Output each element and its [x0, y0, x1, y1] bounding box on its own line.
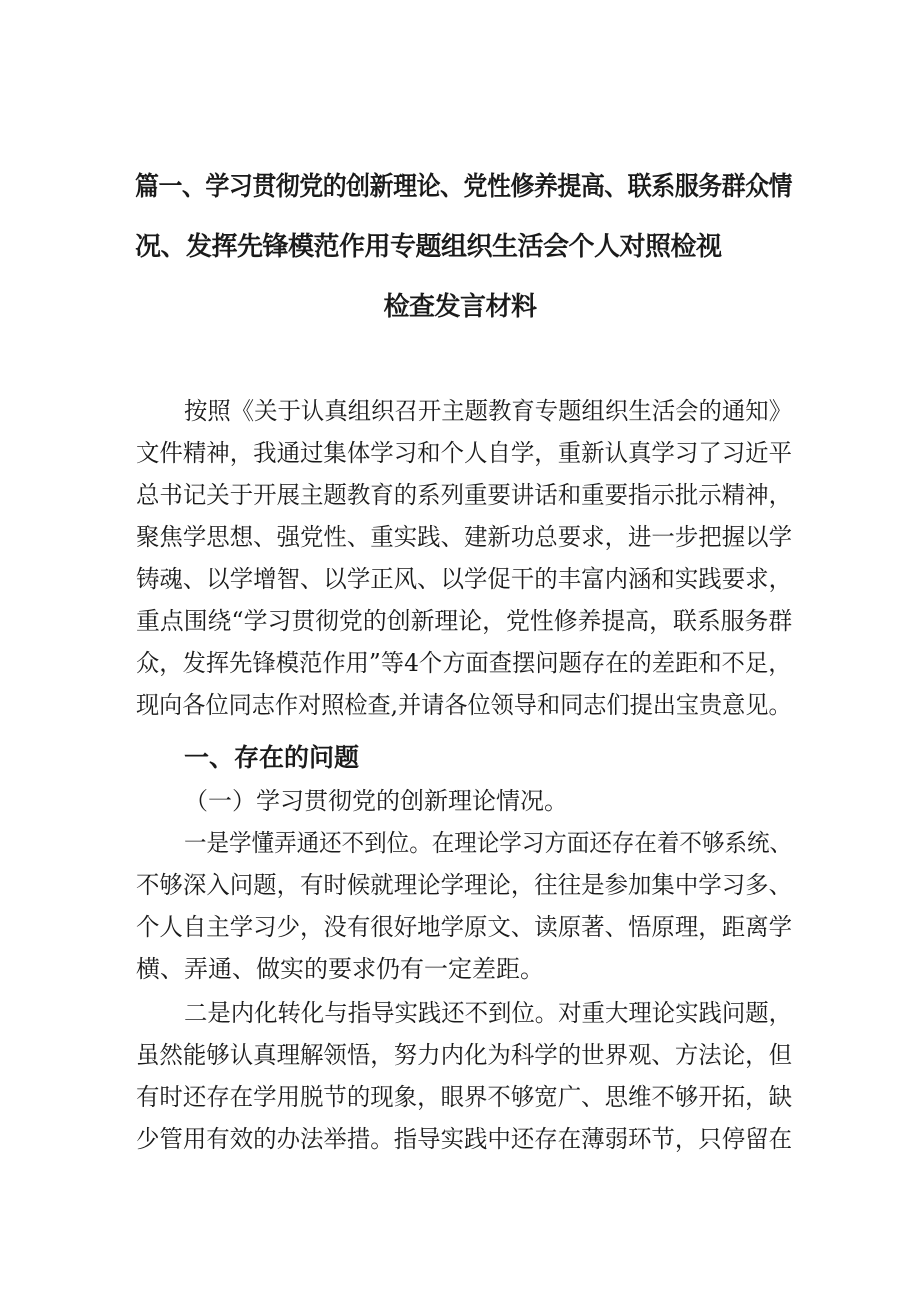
intro-line-6: 重点围绕“学习贯彻党的创新理论，党性修养提高，联系服务群: [136, 607, 793, 635]
para1-line-3: 个人自主学习少，没有很好地学原文、读原著、悟原理，距离学: [136, 913, 793, 941]
para1-line-4: 横、弄通、做实的要求仍有一定差距。: [136, 955, 544, 983]
para2-line-3: 有时还存在学用脱节的现象，眼界不够宽广、思维不够开拓，缺: [136, 1083, 793, 1111]
section-heading: 一、存在的问题: [184, 743, 360, 772]
para2-line-1: 二是内化转化与指导实践还不到位。对重大理论实践问题，: [184, 999, 793, 1027]
title-line-1: 篇一、学习贯彻党的创新理论、党性修养提高、联系服务群众情: [135, 172, 793, 202]
intro-line-7: 众，发挥先锋模范作用”等4个方面查摆问题存在的差距和不足，: [136, 649, 792, 677]
intro-line-1: 按照《关于认真组织召开主题教育专题组织生活会的通知》: [184, 397, 793, 425]
intro-line-8: 现向各位同志作对照检查,并请各位领导和同志们提出宝贵意见。: [136, 691, 792, 719]
title-line-3: 检查发言材料: [383, 292, 537, 322]
para1-line-1: 一是学懂弄通还不到位。在理论学习方面还存在着不够系统、: [184, 829, 793, 857]
para2-line-4: 少管用有效的办法举措。指导实践中还存在薄弱环节，只停留在: [136, 1125, 793, 1153]
intro-line-5: 铸魂、以学增智、以学正风、以学促干的丰富内涵和实践要求，: [136, 565, 793, 593]
para2-line-2: 虽然能够认真理解领悟，努力内化为科学的世界观、方法论，但: [136, 1041, 793, 1069]
intro-line-3: 总书记关于开展主题教育的系列重要讲话和重要指示批示精神，: [136, 481, 793, 509]
intro-line-4: 聚焦学思想、强党性、重实践、建新功总要求，进一步把握以学: [136, 523, 793, 551]
intro-line-2: 文件精神，我通过集体学习和个人自学，重新认真学习了习近平: [136, 439, 793, 467]
subsection-heading: （一）学习贯彻党的创新理论情况。: [184, 787, 568, 815]
para1-line-2: 不够深入问题，有时候就理论学理论，往往是参加集中学习多、: [136, 871, 793, 899]
title-line-2: 况、发挥先锋模范作用专题组织生活会个人对照检视: [135, 232, 722, 262]
